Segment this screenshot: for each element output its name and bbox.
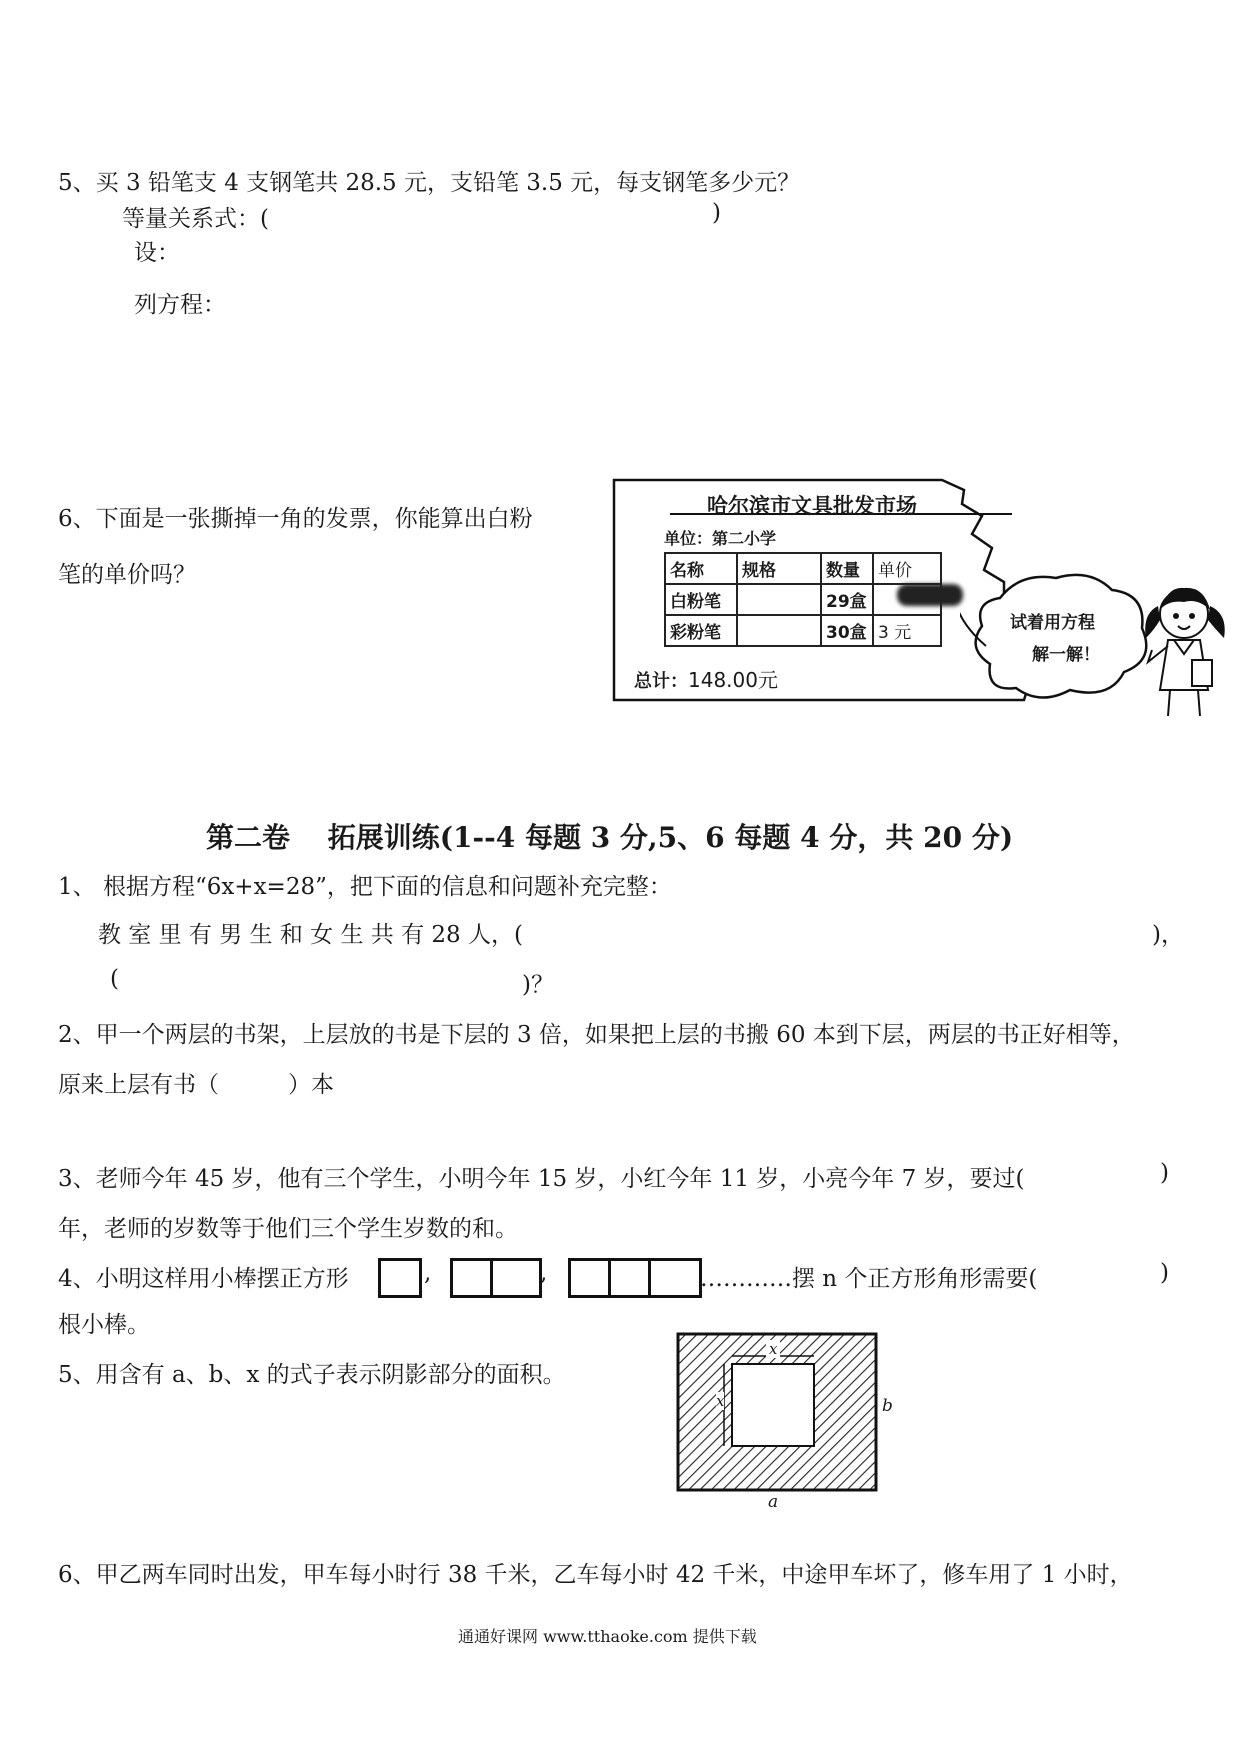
ink-smudge bbox=[897, 584, 963, 606]
girl-cartoon-icon bbox=[1138, 580, 1230, 720]
invoice-total bbox=[634, 664, 778, 693]
stick-squares-2 bbox=[450, 1258, 542, 1298]
p2-q4-comma1: , bbox=[424, 1260, 432, 1286]
p2-q2-line2: 原来上层有书（ ）本 bbox=[58, 1072, 334, 1098]
stick-cell bbox=[493, 1261, 533, 1295]
invoice-header-name: 名称 bbox=[665, 553, 737, 584]
p2-q3-line2: 年，老师的岁数等于他们三个学生岁数的和。 bbox=[58, 1216, 518, 1242]
figure-label-x-top: x bbox=[766, 1340, 780, 1358]
p2-q4-close: ) bbox=[1160, 1260, 1169, 1286]
figure-label-b: b bbox=[882, 1396, 893, 1416]
invoice-row bbox=[665, 615, 941, 646]
stick-cell bbox=[453, 1261, 493, 1295]
q6-text-line1: 6、下面是一张撕掉一角的发票，你能算出白粉 bbox=[58, 506, 533, 532]
invoice-cell-name: 彩粉笔 bbox=[665, 615, 737, 646]
stick-squares-3 bbox=[568, 1258, 702, 1298]
invoice-unit: 单位：第二小学 bbox=[664, 529, 777, 548]
stick-cell bbox=[651, 1261, 691, 1295]
invoice-cell-spec bbox=[737, 615, 821, 646]
invoice-cell-qty: 29盒 bbox=[821, 584, 873, 615]
invoice-cell-spec bbox=[737, 584, 821, 615]
footer-text: 通通好课网 www.tthaoke.com 提供下载 bbox=[458, 1627, 757, 1646]
figure-label-a: a bbox=[768, 1492, 779, 1512]
p2-q5-text: 5、用含有 a、b、x 的式子表示阴影部分的面积。 bbox=[58, 1362, 566, 1388]
invoice-title: 哈尔滨市文具批发市场 bbox=[707, 494, 917, 518]
p2-q1-line2: 教 室 里 有 男 生 和 女 生 共 有 28 人，( bbox=[98, 922, 523, 948]
p2-q6-text: 6、甲乙两车同时出发，甲车每小时行 38 千米，乙车每小时 42 千米，中途甲车坏了，修车用了 1 小时， bbox=[58, 1562, 1133, 1588]
invoice-cell-qty: 30盒 bbox=[821, 615, 873, 646]
invoice-header-spec: 规格 bbox=[737, 553, 821, 584]
q5-let-label: 设： bbox=[134, 240, 180, 266]
p2-q2-line1: 2、甲一个两层的书架，上层放的书是下层的 3 倍，如果把上层的书搬 60 本到下层，两层的书正好相等， bbox=[58, 1022, 1135, 1048]
shaded-area-figure bbox=[676, 1332, 904, 1518]
invoice-header-row bbox=[665, 553, 941, 584]
invoice-total-label: 总计： bbox=[634, 671, 688, 692]
p2-q4-suffix: …………摆 n 个正方形角形需要( bbox=[700, 1266, 1038, 1292]
p2-q3-line1-close: ) bbox=[1160, 1160, 1169, 1186]
p2-q3-line1: 3、老师今年 45 岁，他有三个学生，小明今年 15 岁，小红今年 11 岁，小亮今年 7 岁，要过( bbox=[58, 1166, 1025, 1192]
p2-q1-line3-open: ( bbox=[110, 966, 119, 992]
invoice-header-price: 单价 bbox=[873, 553, 941, 584]
figure-label-x-left: x bbox=[716, 1392, 725, 1410]
p2-q4-comma2: , bbox=[540, 1260, 548, 1286]
q6-text-line2: 笔的单价吗？ bbox=[58, 562, 196, 588]
p2-q1-line3-close: )？ bbox=[522, 972, 554, 998]
bubble-line2: 解一解！ bbox=[1032, 645, 1100, 665]
bubble-line1: 试着用方程 bbox=[1010, 613, 1095, 633]
q5-equation-label: 列方程： bbox=[134, 292, 226, 318]
q5-text: 5、买 3 铅笔支 4 支钢笔共 28.5 元，支铅笔 3.5 元，每支钢笔多少元？ bbox=[58, 170, 801, 196]
q5-relation-label: 等量关系式：( bbox=[122, 206, 269, 232]
stick-cell bbox=[611, 1261, 651, 1295]
part2-heading: 第二卷 拓展训练(1--4 每题 3 分,5、6 每题 4 分，共 20 分) bbox=[206, 821, 1014, 854]
p2-q4-prefix: 4、小明这样用小棒摆正方形 bbox=[58, 1266, 349, 1292]
stick-square-1 bbox=[378, 1258, 422, 1298]
invoice-total-value: 148.00元 bbox=[688, 668, 778, 692]
speech-bubble-shape bbox=[960, 568, 1156, 708]
invoice-cell-name: 白粉笔 bbox=[665, 584, 737, 615]
p2-q1-line2-end: )， bbox=[1152, 922, 1184, 948]
speech-bubble bbox=[960, 568, 1156, 708]
stick-cell bbox=[571, 1261, 611, 1295]
p2-q1-text: 1、 根据方程“6x+x=28”，把下面的信息和问题补充完整： bbox=[58, 874, 672, 900]
q5-relation-close: ) bbox=[712, 200, 721, 226]
p2-q4-line2: 根小棒。 bbox=[58, 1312, 150, 1338]
invoice-cell-price: 3 元 bbox=[873, 615, 941, 646]
invoice-header-qty: 数量 bbox=[821, 553, 873, 584]
